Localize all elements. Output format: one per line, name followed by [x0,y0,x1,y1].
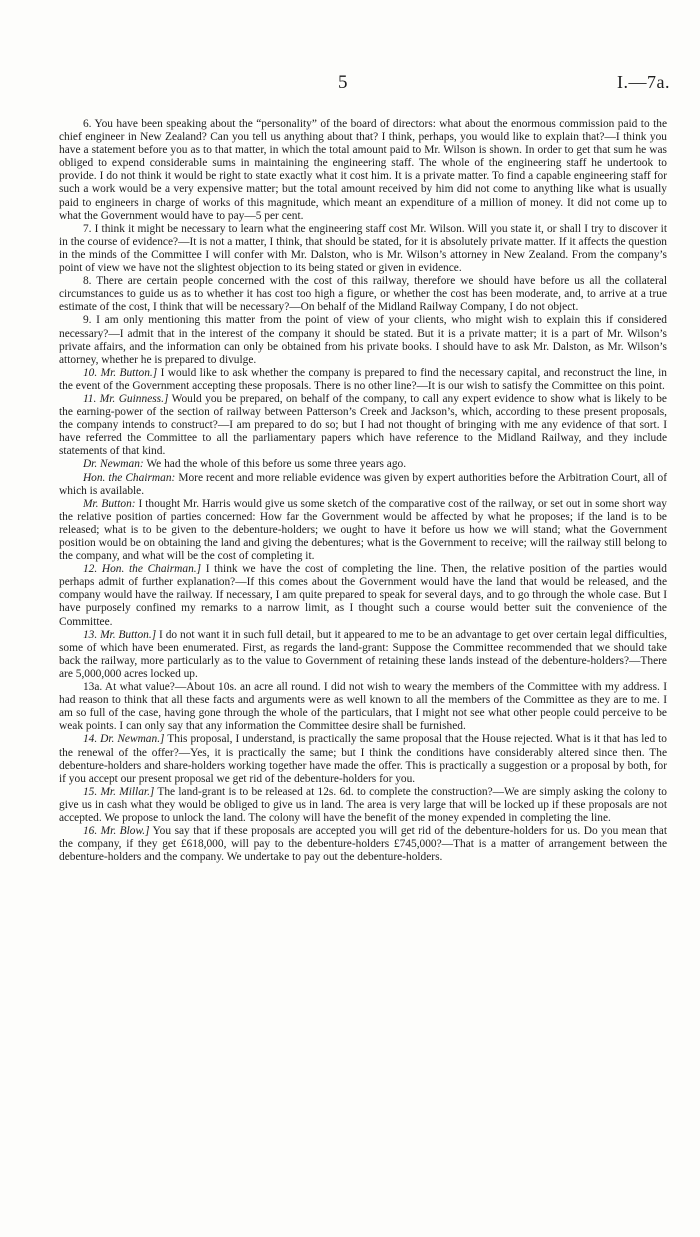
paragraph-text: Would you be prepared, on behalf of the company, to call any expert evidence to show what is likely to be the earning-power of the section of railway between Patterson’s Creek and Jackson’s, which, according to these present proposals, the company intends to construct?—I am prepared to do so; but I had not thought of bringing with me any evidence of that sort. I have referred the Committee to all the parliamentary papers which have reference to the Midland Railway, and they include statements of that kind. [59,392,667,458]
paragraph-text: I thought Mr. Harris would give us some sketch of the comparative cost of the railway, or set out in some short way the relative position of parties concerned: How far the Government would be affected by what he proposes; if the land is to be released; what is to be given to the debenture-holders; we ought to have it before us how we will stand; what the Government position would be on obtaining the land and giving the debentures; what is the Government to receive; will the railway still belong to the company, and what will be the cost of completing it. [59,497,667,563]
speaker-label: 10. Mr. Button.] [82,366,158,379]
paragraph-text: 7. I think it might be necessary to learn what the engineering staff cost Mr. Wilson. Will you state it, or shall I try to discover it in the course of evidence?—It is not a matter, I think, that should be stated, for it is absolutely private matter. If it affects the question in the minds of the Committee I will confer with Mr. Dalston, who is Mr. Wilson’s attorney in New Zealand. From the company’s point of view we have not the slightest objection to its being stated or given in evidence. [59,222,667,275]
speaker-label: Dr. Newman: [82,458,144,471]
speaker-label: 15. Mr. Millar.] [82,785,155,798]
paragraph-text: 6. You have been speaking about the “personality” of the board of directors: what about the enormous commission paid to the chief engineer in New Zealand? Can you tell us anything about that? I think, perhaps, you would like to explain that?—I think you have a statement before you as to that matter, in which the total amount paid to Mr. Wilson is shown. In order to get that sum he was obliged to expend considerable sums in maintaining the engineering staff. The whole of the engineering staff he undertook to provide. I do not think it would be right to state exactly what it cost him. It is a private matter. To find a capable engineering staff for such a work would be a very expensive matter; but the total amount received by him did not come to anything like what is usually paid to engineers in charge of works of this magnitude, which meant an expenditure of a million of money. It did not come up to what the Government would have to pay—5 per cent. [59,118,667,222]
paragraph-text: 13a. At what value?—About 10s. an acre all round. I did not wish to weary the members of the Committee with my address. I had reason to think that all these facts and arguments were as well known to all the members of the Committee as they are to me. I am so full of the case, having gone through the whole of the particulars, that I might not see what other people could perceive to be weak points. I can only say that any information the Committee desire shall be furnished. [59,681,667,733]
speaker-label: Hon. the Chairman: [82,471,176,484]
paragraph [59,275,667,314]
paragraph-text: I think we have the cost of completing the line. Then, the relative position of the parties would perhaps admit of further explanation?—If this comes about the Government would have the land that would be released, and the company would have the railway. If necessary, I am quite prepared to speak for several days, and to go through the whole case. But I have purposely confined my remarks to a narrow limit, as I thought such a course would better suit the convenience of the Committee. [59,563,667,628]
paragraph-text: We had the whole of this before us some three years ago. [143,458,407,471]
paragraph [59,498,667,563]
paragraph [59,786,667,825]
paragraph [59,681,667,733]
speaker-label: 14. Dr. Newman.] [82,733,165,746]
paragraph [59,314,667,366]
paragraph [59,393,667,458]
paragraph [59,733,667,785]
speaker-label: 12. Hon. the Chairman.] [82,563,202,576]
speaker-label: Mr. Button: [82,497,136,510]
paragraph [59,118,667,223]
paragraph [59,367,667,393]
paragraph [59,629,667,681]
speaker-label: 13. Mr. Button.] [82,628,157,641]
paragraph [59,223,667,275]
paragraph-text: This proposal, I understand, is practically the same proposal that the House rejected. What is it that has led to the renewal of the offer?—Yes, it is practically the same; but I think the conditions have considerably altered since then. The debenture-holders and share-holders working together have made the offer. This is practically a suggestion or a proposal by both, for if you accept our present proposal we get rid of the debenture-holders for you. [59,733,667,785]
paragraph-text: 9. I am only mentioning this matter from the point of view of your clients, who might wish to explain this if considered necessary?—I admit that in the interest of the company it should be stated. But it is a private matter; it is a part of Mr. Wilson’s private affairs, and the information can only be obtained from his private books. I should have to ask Mr. Dalston, as Mr. Wilson’s attorney, whether he is prepared to divulge. [59,314,667,366]
paragraph-text: 8. There are certain people concerned with the cost of this railway, therefore we should have before us all the collateral circumstances to guide us as to whether it has cost too high a figure, or whether the cost has been moderate, and, to arrive at a true estimate of the cost, I think that will be necessary?—On behalf of the Midland Railway Company, I do not object. [59,275,667,314]
speaker-label: 11. Mr. Guinness.] [82,392,169,405]
paragraph-text: You say that if these proposals are accepted you will get rid of the debenture-holders for us. Do you mean that the company, if they get £618,000, will pay to the debenture-holders £745,000?—That is a matter of arrangement between the debenture-holders and the company. We undertake to pay out the debenture-holders. [59,825,667,864]
paragraph-text: The land-grant is to be released at 12s. 6d. to complete the construction?—We are simply asking the colony to give us in cash what they would be obliged to give us in land. The area is very large that will be locked up if these proposals are not accepted. We propose to unlock the land. The colony will have the benefit of the money expended in completing the line. [59,785,667,824]
page-number: 5 [338,72,348,93]
paragraph [59,825,667,864]
paper-reference: I.—7a. [617,72,670,92]
paragraph [59,458,667,471]
page-header [0,72,700,94]
paragraph-text: I do not want it in such full detail, but it appeared to me to be an advantage to get over certain legal difficulties, some of which have been enumerated. First, as regards the land-grant: Suppose the Committee recommended that we should take back the railway, more particularly as to the value to Government of retaining these lands instead of the debenture-holders?—There are 5,000,000 acres locked up. [59,628,667,680]
paragraph-text: I would like to ask whether the company is prepared to find the necessary capital, and reconstruct the line, in the event of the Government accepting these proposals. There is no other line?—It is our wish to satisfy the Committee on this point. [59,366,667,392]
paragraph [59,563,667,628]
document-body [59,118,667,864]
speaker-label: 16. Mr. Blow.] [82,825,150,838]
paragraph [59,472,667,498]
paragraph-text: More recent and more reliable evidence was given by expert authorities before the Arbitration Court, all of which is available. [59,471,667,497]
